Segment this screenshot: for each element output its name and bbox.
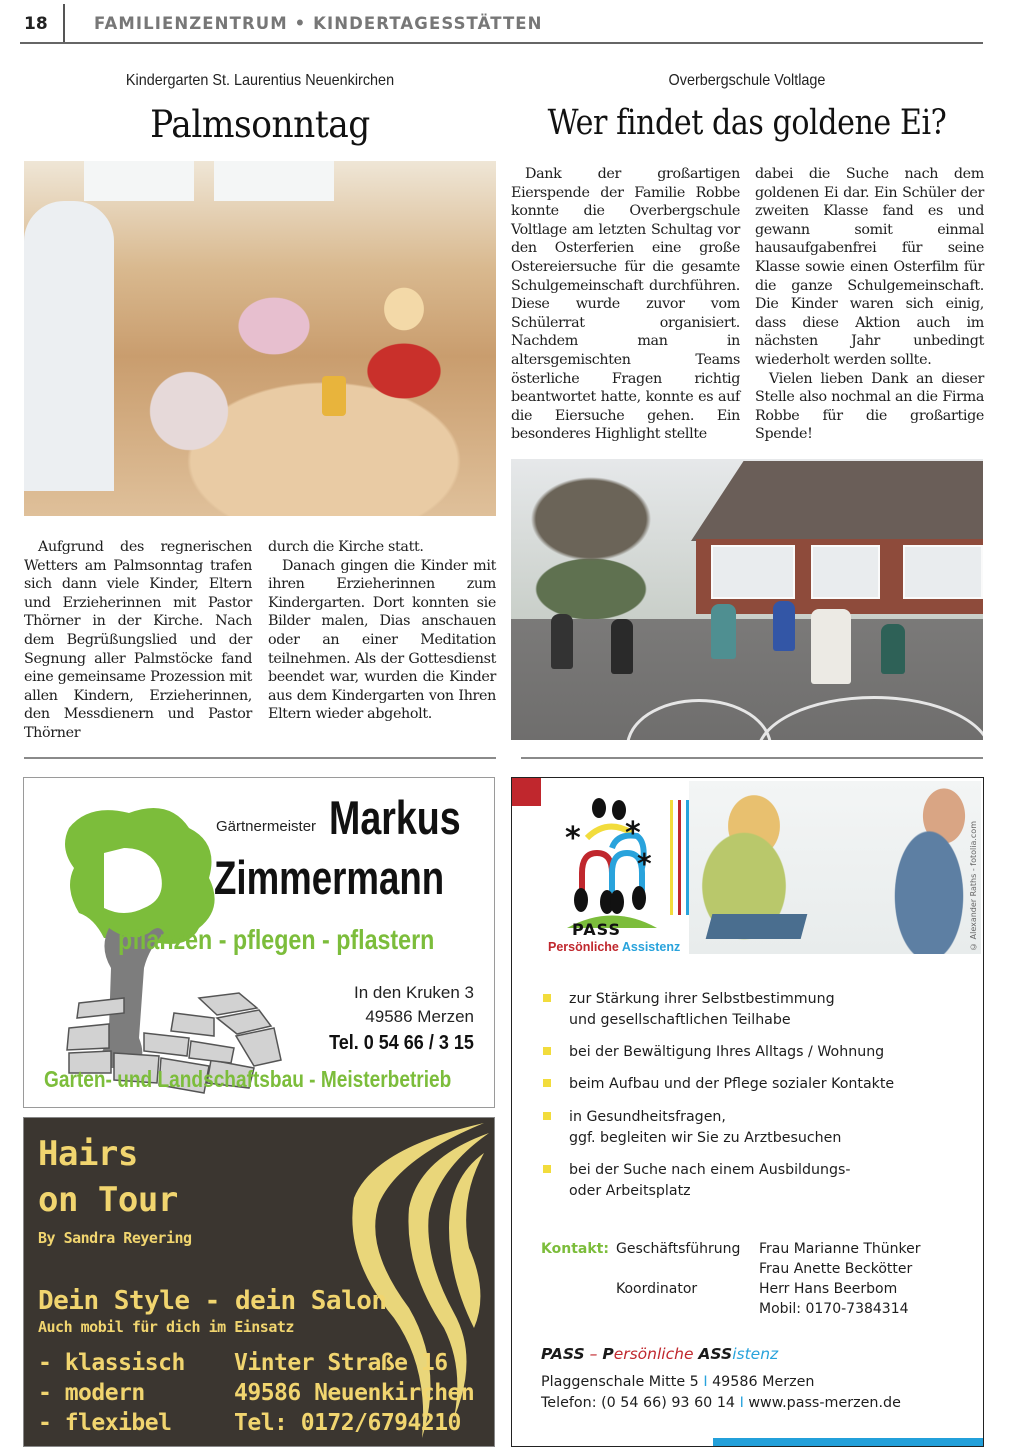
photo-window	[711, 545, 795, 599]
ad-zimmermann	[23, 777, 495, 1108]
section-title: FAMILIENZENTRUM • KINDERTAGESSTÄTTEN	[94, 14, 543, 33]
contact-person: Frau Marianne Thünker	[759, 1241, 921, 1257]
svg-text:*: *	[565, 821, 581, 856]
article-paragraph: Danach gingen die Kinder mit ihren Erzieherinnen zum Kindergarten. Dort konnten sie Bilder malen, Dias anschauen oder an einer Meditation teilnehmen. Als der Gottesdienst beendet war, wurden die Kinder aus dem Kindergarten von Ihren Eltern wieder abgeholt.	[268, 557, 496, 723]
photo-child	[773, 601, 795, 651]
ad-address-line: 49586 Neuenkirchen	[234, 1380, 475, 1406]
article-paragraph: Dank der großartigen Eierspende der Familie Robbe konnte die Overbergschule Voltlage am letzten Schultag vor den Osterferien eine große Ostereiersuche für die gesamte Schulgemeinschaft durchführen. Diese wurde zuvor vom Schülerrat organisiert. Nachdem man in altersgemischten Teams österliche Fragen richtig beantwortet hatte, konnte es auf die Eiersuche gehen. Ein besonderes Highlight stellte	[511, 166, 740, 443]
svg-text:*: *	[625, 816, 641, 851]
ad-feature: - klassisch	[38, 1350, 185, 1376]
ad-title-prefix: Gärtnermeister	[216, 818, 317, 835]
ad-tagline: Garten- und Landschaftsbau - Meisterbetrieb	[44, 1066, 452, 1092]
pass-address	[541, 1374, 814, 1390]
bullet-text: zur Stärkung ihrer Selbstbestimmung	[569, 991, 835, 1007]
ad-first-name: Markus	[329, 791, 461, 844]
bullet-square-icon	[543, 1165, 551, 1173]
article-column	[755, 165, 984, 444]
article-paragraph: Aufgrund des regnerischen Wetters am Palmsonntag trafen sich dann viele Kinder, Eltern und Erzieherinnen mit Pastor Thörner in der Kirche. Nach dem Begrüßungslied und der Segnung aller Palmstöcke fand eine gemeinsame Prozession mit allen Kindern, Erzieherinnen, den Messdienern und Pastor Thörner	[24, 539, 252, 741]
court-marking	[756, 696, 983, 740]
pass-brand-line	[541, 1345, 778, 1363]
brand-part: ersönliche	[613, 1345, 699, 1363]
bullet-square-icon	[543, 1047, 551, 1055]
article-headline: Wer findet das goldene Ei?	[547, 103, 947, 143]
brand-part: P	[602, 1345, 614, 1363]
ad-pass	[511, 777, 984, 1447]
pass-logo-sub-blue: Assistenz	[621, 940, 681, 954]
ad-slogan: pflanzen - pflegen - pflastern	[118, 924, 435, 955]
article-column	[24, 538, 252, 743]
pass-logo-word: PASS	[572, 920, 621, 939]
separator: I	[739, 1395, 744, 1411]
photo-adult	[24, 201, 114, 491]
pass-logo-icon	[537, 788, 697, 938]
service-bullet	[543, 1042, 884, 1063]
photo-child	[811, 609, 851, 684]
contact-person: Frau Anette Beckötter	[759, 1261, 913, 1277]
photo-window	[811, 545, 880, 599]
article-kicker: Overbergschule Voltlage	[668, 72, 826, 89]
photo-child	[611, 619, 633, 674]
blue-accent-bar	[713, 1438, 983, 1446]
section-divider	[521, 757, 983, 759]
service-bullet	[543, 1107, 841, 1149]
ad-address-line: Vinter Straße 16	[234, 1350, 448, 1376]
photo-window	[903, 545, 983, 599]
bullet-text: bei der Bewältigung Ihres Alltags / Wohnung	[569, 1044, 885, 1060]
contact-label: Kontakt:	[541, 1241, 609, 1257]
brand-part: istenz	[732, 1345, 779, 1363]
bullet-square-icon	[543, 1112, 551, 1120]
kindergarten-photo	[24, 161, 496, 516]
photo-window	[84, 161, 194, 201]
ad-city: 49586 Merzen	[365, 1007, 474, 1026]
brand-part: PASS	[541, 1345, 585, 1363]
ad-subline: Auch mobil für dich im Einsatz	[38, 1318, 294, 1336]
bullet-text: bei der Suche nach einem Ausbildungs-	[569, 1162, 851, 1178]
bullet-text: in Gesundheitsfragen,	[569, 1109, 726, 1125]
page-number: 18	[24, 14, 48, 34]
pass-phone: Telefon: (0 54 66) 93 60 14	[541, 1395, 736, 1411]
photo-clipboard	[706, 914, 808, 939]
article-column	[511, 165, 740, 444]
bullet-square-icon	[543, 1079, 551, 1087]
header-divider	[63, 4, 65, 44]
contact-role: Koordinator	[616, 1281, 698, 1297]
consultation-photo	[689, 781, 981, 954]
court-marking	[626, 699, 772, 740]
contact-role: Geschäftsführung	[616, 1241, 741, 1257]
bullet-text: oder Arbeitsplatz	[569, 1183, 691, 1199]
section-divider	[24, 757, 496, 759]
pass-website-link[interactable]: www.pass-merzen.de	[748, 1395, 901, 1411]
ad-byline: By Sandra Reyering	[38, 1229, 192, 1247]
separator: I	[703, 1374, 708, 1390]
bullet-square-icon	[543, 994, 551, 1002]
article-column	[268, 538, 496, 724]
ad-title-line: Hairs	[38, 1134, 138, 1174]
address-street: Plaggenschale Mitte 5	[541, 1374, 699, 1390]
article-headline: Palmsonntag	[150, 103, 370, 146]
service-bullet	[543, 1160, 851, 1202]
bullet-text: und gesellschaftlichen Teilhabe	[569, 1012, 791, 1028]
brand-part: –	[584, 1345, 603, 1363]
schoolyard-photo	[511, 459, 983, 740]
photo-pencil-cup	[322, 376, 346, 416]
photo-window	[214, 161, 334, 201]
photo-child	[881, 624, 905, 674]
pass-logo-subtitle	[548, 940, 680, 954]
address-city: 49586 Merzen	[712, 1374, 815, 1390]
ad-feature: - flexibel	[38, 1410, 172, 1436]
photo-trees	[511, 459, 711, 619]
ad-last-name: Zimmermann	[214, 851, 445, 904]
brand-part: ASS	[698, 1345, 733, 1363]
article-paragraph: Vielen lieben Dank an dieser Stelle also nochmal an die Firma Robbe für die großartige Spende!	[755, 370, 984, 443]
contact-person: Herr Hans Beerbom	[759, 1281, 898, 1297]
photo-credit: © Alexander Raths - fotolia.com	[969, 821, 978, 951]
ad-phone: Tel: 0172/6794210	[234, 1410, 461, 1436]
article-paragraph: dabei die Suche nach dem goldenen Ei dar. Ein Schüler der zweiten Klasse fand es und gewann somit einmal hausaufgabenfrei für seine Klasse sowie einen Osterfilm für die ganze Schulgemeinschaft. Die Kinder waren sich einig, dass diese Aktion auch im nächsten Jahr unbedingt wiederholt werden sollte.	[755, 166, 984, 368]
ad-hairs-on-tour	[23, 1117, 495, 1447]
pass-logo-sub-red: Persönliche	[548, 940, 619, 954]
contact-mobile: Mobil: 0170-7384314	[759, 1301, 909, 1317]
pass-contact-line	[541, 1395, 901, 1411]
service-bullet	[543, 989, 835, 1031]
ad-street: In den Kruken 3	[353, 983, 474, 1002]
article-kicker: Kindergarten St. Laurentius Neuenkirchen	[125, 72, 395, 89]
svg-text:*: *	[637, 847, 652, 880]
ad-headline: Dein Style - dein Salon	[38, 1286, 387, 1316]
header-rule	[20, 42, 983, 44]
photo-child	[551, 614, 573, 669]
ad-phone: Tel. 0 54 66 / 3 15	[329, 1032, 474, 1054]
ad-title-line: on Tour	[38, 1180, 178, 1220]
bullet-text: beim Aufbau und der Pflege sozialer Kontakte	[569, 1076, 895, 1092]
bullet-text: ggf. begleiten wir Sie zu Arztbesuchen	[569, 1130, 842, 1146]
ad-feature: - modern	[38, 1380, 145, 1406]
service-bullet	[543, 1074, 894, 1095]
article-paragraph: durch die Kirche statt.	[268, 539, 424, 555]
photo-child	[711, 604, 736, 659]
